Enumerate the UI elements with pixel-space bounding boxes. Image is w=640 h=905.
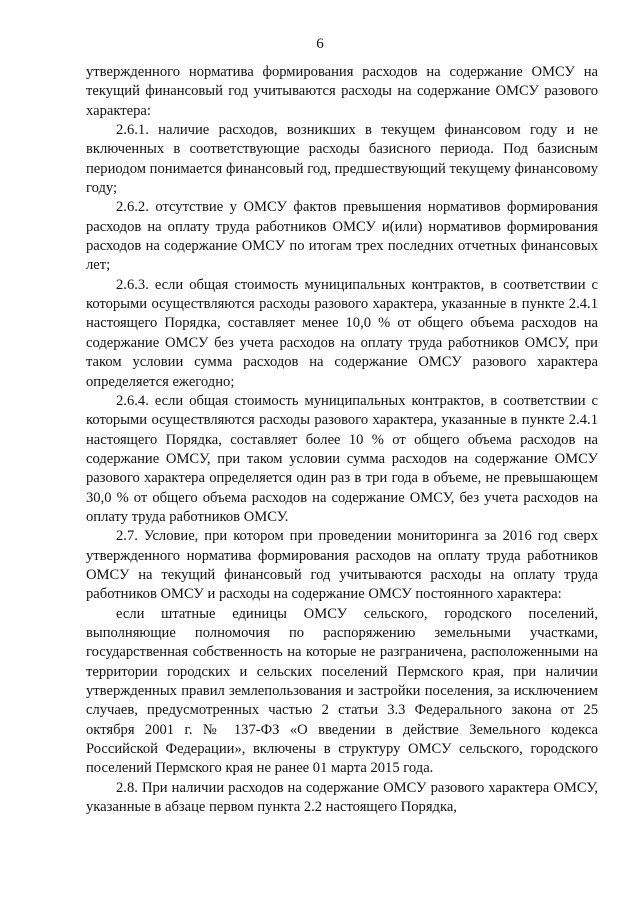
paragraph-continuation: утвержденного норматива формирования расходов на содержание ОМСУ на текущий финансовый год учитываются расходы на содержание ОМСУ разового характера:: [86, 64, 598, 119]
document-body: [86, 63, 598, 817]
page-number: 6: [316, 36, 324, 52]
paragraph-2-6-2: 2.6.2. отсутствие у ОМСУ фактов превышения нормативов формирования расходов на оплату труда работников ОМСУ и(или) нормативов формирования расходов на содержание ОМСУ по итогам трех последних отчетных финансовых лет;: [86, 199, 598, 274]
paragraph-2-6-3: 2.6.3. если общая стоимость муниципальных контрактов, в соответствии с которыми осуществляются расходы разового характера, указанные в пункте 2.4.1 настоящего Порядка, составляет менее 10,0 % от общего объема расходов на содержание ОМСУ без учета расходов на оплату труда работников ОМСУ, при таком условии сумма расходов на содержание ОМСУ разового характера определяется ежегодно;: [86, 276, 598, 390]
paragraph-2-8: 2.8. При наличии расходов на содержание ОМСУ разового характера ОМСУ, указанные в абзаце первом пункта 2.2 настоящего Порядка,: [86, 779, 598, 816]
paragraph-2-7: 2.7. Условие, при котором при проведении мониторинга за 2016 год сверх утвержденного норматива формирования расходов на оплату труда работников ОМСУ на текущий финансовый год учитываются расходы на оплату труда работников ОМСУ и расходы на содержание ОМСУ постоянного характера:: [86, 528, 598, 603]
paragraph-2-7-condition: если штатные единицы ОМСУ сельского, городского поселений, выполняющие полномочия по распоряжению земельными участками, государственная собственность на которые не разграничена, расположенными на территории городских и сельских поселений Пермского края, при наличии утвержденных правил землепользования и застройки поселения, за исключением случаев, предусмотренных частью 2 статьи 3.3 Федерального закона от 25 октября 2001 г. № 137-ФЗ «О введении в действие Земельного кодекса Российской Федерации», включены в структуру ОМСУ сельского, городского поселений Пермского края не ранее 01 марта 2015 года.: [86, 605, 598, 777]
paragraph-2-6-1: 2.6.1. наличие расходов, возникших в текущем финансовом году и не включенных в соответствующие расходы базисного периода. Под базисным периодом понимается финансовый год, предшествующий текущему финансовому году;: [86, 122, 598, 197]
paragraph-2-6-4: 2.6.4. если общая стоимость муниципальных контрактов, в соответствии с которыми осуществляются расходы разового характера, указанные в пункте 2.4.1 настоящего Порядка, составляет более 10 % от общего объема расходов на содержание ОМСУ, при таком условии сумма расходов на содержание ОМСУ разового характера определяется один раз в три года в объеме, не превышающем 30,0 % от общего объема расходов на содержание ОМСУ, без учета расходов на оплату труда работников ОМСУ.: [86, 392, 598, 525]
